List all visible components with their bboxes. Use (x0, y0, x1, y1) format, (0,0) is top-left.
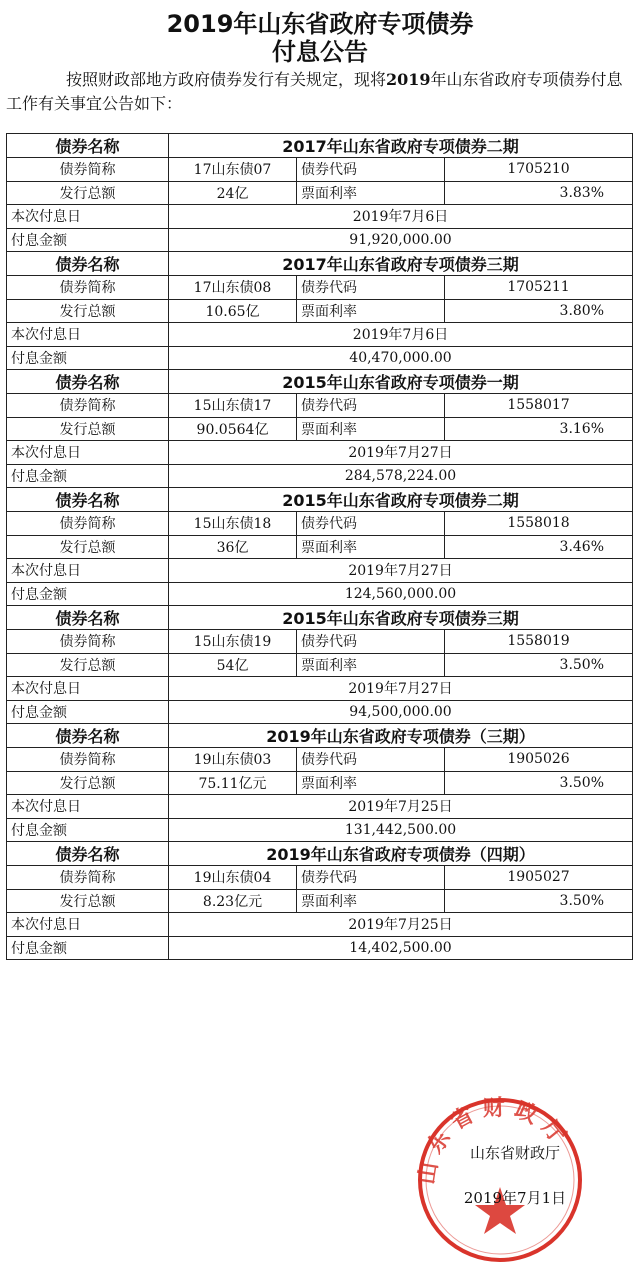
pay-amount-row (7, 818, 633, 842)
rate-value: 3.50% (445, 653, 633, 677)
bond-code-row (7, 158, 633, 182)
code-value: 1905027 (445, 866, 633, 890)
issue-date: 2019年7月1日 (463, 1189, 567, 1207)
bond-code-row (7, 276, 633, 300)
bond-header-row (7, 724, 633, 748)
bond-code-row (7, 748, 633, 772)
short-name-label: 债券简称 (7, 158, 169, 182)
total-label: 发行总额 (7, 299, 169, 323)
pay-date-label: 本次付息日 (7, 795, 169, 819)
pay-amount-value: 124,560,000.00 (169, 582, 633, 606)
bond-name-value: 2015年山东省政府专项债券一期 (169, 370, 633, 394)
short-name-value: 15山东债19 (169, 630, 297, 654)
code-label: 债券代码 (297, 394, 445, 418)
total-value: 90.0564亿 (169, 417, 297, 441)
code-value: 1558018 (445, 512, 633, 536)
bond-name-value: 2017年山东省政府专项债券二期 (169, 134, 633, 158)
pay-date-row (7, 323, 633, 347)
rate-value: 3.80% (445, 299, 633, 323)
pay-date-label: 本次付息日 (7, 441, 169, 465)
total-label: 发行总额 (7, 181, 169, 205)
bond-table (6, 133, 633, 960)
total-value: 75.11亿元 (169, 771, 297, 795)
short-name-label: 债券简称 (7, 276, 169, 300)
pay-date-value: 2019年7月6日 (169, 205, 633, 229)
rate-value: 3.16% (445, 417, 633, 441)
short-name-label: 债券简称 (7, 866, 169, 890)
rate-label: 票面利率 (297, 181, 445, 205)
total-label: 发行总额 (7, 889, 169, 913)
bond-total-row (7, 299, 633, 323)
pay-date-value: 2019年7月25日 (169, 913, 633, 937)
pay-date-row (7, 559, 633, 583)
bond-total-row (7, 181, 633, 205)
rate-label: 票面利率 (297, 889, 445, 913)
bond-total-row (7, 771, 633, 795)
code-value: 1705211 (445, 276, 633, 300)
bond-header-row (7, 134, 633, 158)
issuer-name: 山东省财政厅 (469, 1144, 560, 1162)
intro-year: 2019 (386, 70, 431, 89)
bond-header-row (7, 252, 633, 276)
intro-text-1: 按照财政部地方政府债券发行有关规定，现将 (66, 70, 387, 89)
rate-value: 3.50% (445, 889, 633, 913)
pay-amount-value: 284,578,224.00 (169, 464, 633, 488)
code-label: 债券代码 (297, 276, 445, 300)
pay-date-value: 2019年7月27日 (169, 441, 633, 465)
rate-label: 票面利率 (297, 299, 445, 323)
document-subtitle: 付息公告 (272, 38, 368, 66)
pay-amount-label: 付息金额 (7, 582, 169, 606)
total-label: 发行总额 (7, 417, 169, 441)
rate-value: 3.83% (445, 181, 633, 205)
pay-amount-label: 付息金额 (7, 936, 169, 960)
intro-text-2: 年山东省政府专项债券付息工作有关事宜公告如下： (6, 70, 623, 113)
svg-text:山东省财政厅: 山东省财政厅 (415, 1095, 575, 1186)
bond-name-label: 债券名称 (7, 488, 169, 512)
short-name-label: 债券简称 (7, 512, 169, 536)
pay-date-value: 2019年7月25日 (169, 795, 633, 819)
total-value: 54亿 (169, 653, 297, 677)
pay-date-label: 本次付息日 (7, 913, 169, 937)
pay-amount-row (7, 582, 633, 606)
pay-amount-label: 付息金额 (7, 464, 169, 488)
bond-name-label: 债券名称 (7, 252, 169, 276)
bond-name-label: 债券名称 (7, 370, 169, 394)
code-label: 债券代码 (297, 158, 445, 182)
code-value: 1905026 (445, 748, 633, 772)
pay-date-row (7, 677, 633, 701)
pay-amount-label: 付息金额 (7, 228, 169, 252)
bond-total-row (7, 417, 633, 441)
code-label: 债券代码 (297, 866, 445, 890)
short-name-value: 19山东债03 (169, 748, 297, 772)
pay-amount-row (7, 228, 633, 252)
code-label: 债券代码 (297, 512, 445, 536)
code-label: 债券代码 (297, 748, 445, 772)
bond-name-label: 债券名称 (7, 134, 169, 158)
total-value: 8.23亿元 (169, 889, 297, 913)
short-name-label: 债券简称 (7, 630, 169, 654)
bond-header-row (7, 842, 633, 866)
pay-amount-value: 40,470,000.00 (169, 346, 633, 370)
bond-header-row (7, 606, 633, 630)
short-name-label: 债券简称 (7, 748, 169, 772)
bond-name-value: 2015年山东省政府专项债券三期 (169, 606, 633, 630)
pay-amount-label: 付息金额 (7, 818, 169, 842)
code-label: 债券代码 (297, 630, 445, 654)
pay-date-row (7, 795, 633, 819)
short-name-value: 17山东债08 (169, 276, 297, 300)
pay-amount-row (7, 700, 633, 724)
bond-name-value: 2015年山东省政府专项债券二期 (169, 488, 633, 512)
pay-amount-label: 付息金额 (7, 700, 169, 724)
seal-icon (415, 1095, 585, 1265)
pay-amount-row (7, 346, 633, 370)
bond-code-row (7, 630, 633, 654)
bond-total-row (7, 889, 633, 913)
bond-code-row (7, 394, 633, 418)
bond-name-label: 债券名称 (7, 842, 169, 866)
code-value: 1705210 (445, 158, 633, 182)
pay-amount-value: 131,442,500.00 (169, 818, 633, 842)
pay-amount-row (7, 464, 633, 488)
bond-name-label: 债券名称 (7, 606, 169, 630)
pay-amount-value: 91,920,000.00 (169, 228, 633, 252)
short-name-value: 17山东债07 (169, 158, 297, 182)
total-value: 36亿 (169, 535, 297, 559)
bond-total-row (7, 535, 633, 559)
bond-name-label: 债券名称 (7, 724, 169, 748)
total-value: 10.65亿 (169, 299, 297, 323)
rate-value: 3.46% (445, 535, 633, 559)
bond-header-row (7, 370, 633, 394)
total-label: 发行总额 (7, 771, 169, 795)
pay-date-value: 2019年7月27日 (169, 559, 633, 583)
bond-name-value: 2019年山东省政府专项债券（三期） (169, 724, 633, 748)
short-name-value: 15山东债18 (169, 512, 297, 536)
bond-name-value: 2017年山东省政府专项债券三期 (169, 252, 633, 276)
rate-label: 票面利率 (297, 417, 445, 441)
rate-label: 票面利率 (297, 771, 445, 795)
bond-name-value: 2019年山东省政府专项债券（四期） (169, 842, 633, 866)
pay-amount-row (7, 936, 633, 960)
official-seal (415, 1095, 585, 1265)
pay-amount-value: 94,500,000.00 (169, 700, 633, 724)
pay-date-label: 本次付息日 (7, 559, 169, 583)
short-name-value: 19山东债04 (169, 866, 297, 890)
pay-amount-value: 14,402,500.00 (169, 936, 633, 960)
code-value: 1558019 (445, 630, 633, 654)
pay-date-row (7, 205, 633, 229)
short-name-label: 债券简称 (7, 394, 169, 418)
pay-date-row (7, 441, 633, 465)
bond-total-row (7, 653, 633, 677)
pay-date-value: 2019年7月6日 (169, 323, 633, 347)
pay-date-label: 本次付息日 (7, 677, 169, 701)
bond-code-row (7, 866, 633, 890)
pay-date-label: 本次付息日 (7, 205, 169, 229)
rate-label: 票面利率 (297, 535, 445, 559)
pay-date-value: 2019年7月27日 (169, 677, 633, 701)
intro-paragraph (6, 68, 634, 116)
total-label: 发行总额 (7, 535, 169, 559)
bond-code-row (7, 512, 633, 536)
bond-header-row (7, 488, 633, 512)
total-label: 发行总额 (7, 653, 169, 677)
pay-amount-label: 付息金额 (7, 346, 169, 370)
rate-label: 票面利率 (297, 653, 445, 677)
short-name-value: 15山东债17 (169, 394, 297, 418)
rate-value: 3.50% (445, 771, 633, 795)
document-title: 2019年山东省政府专项债券 (166, 10, 474, 38)
code-value: 1558017 (445, 394, 633, 418)
pay-date-row (7, 913, 633, 937)
total-value: 24亿 (169, 181, 297, 205)
pay-date-label: 本次付息日 (7, 323, 169, 347)
